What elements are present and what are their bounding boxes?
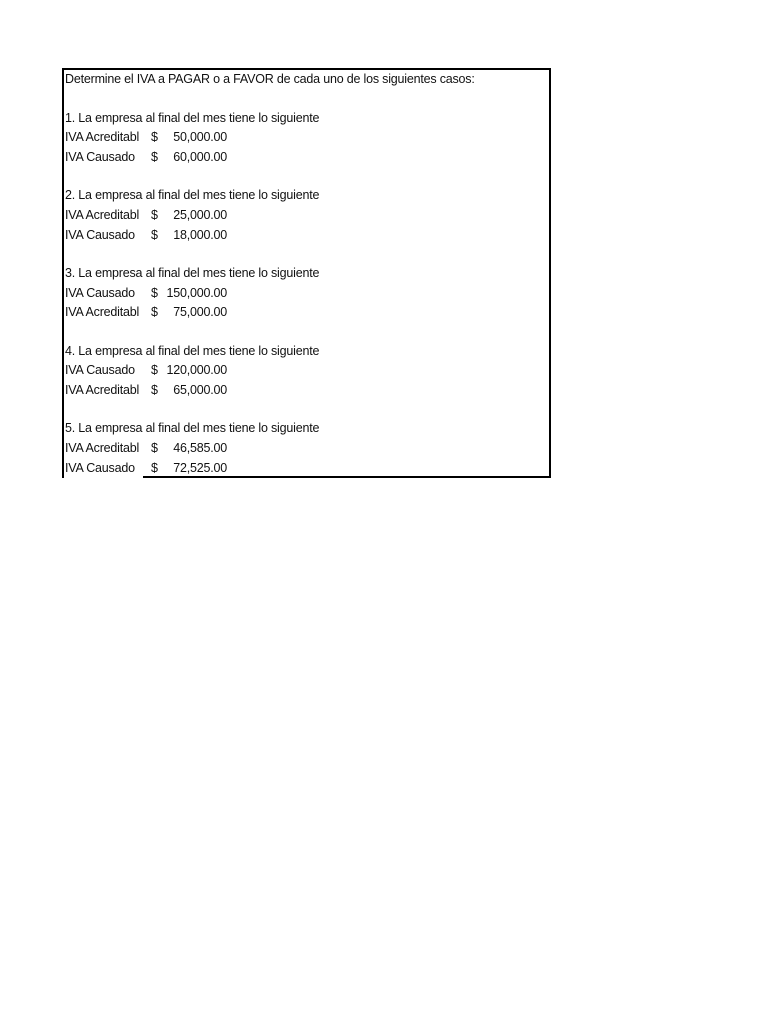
currency-symbol: $ bbox=[151, 150, 158, 164]
currency-symbol: $ bbox=[151, 383, 158, 397]
row-label: IVA Causado bbox=[65, 363, 135, 377]
row-label: IVA Causado bbox=[65, 461, 135, 475]
row-label: IVA Acreditabl bbox=[65, 305, 140, 319]
row-label: IVA Acreditabl bbox=[65, 383, 140, 397]
row-amount: 18,000.00 bbox=[173, 228, 227, 242]
row-label: IVA Causado bbox=[65, 150, 135, 164]
row-amount: 46,585.00 bbox=[173, 441, 227, 455]
currency-symbol: $ bbox=[151, 441, 158, 455]
currency-symbol: $ bbox=[151, 228, 158, 242]
case-3-heading: 3. La empresa al final del mes tiene lo siguiente bbox=[65, 266, 320, 280]
case-2-heading: 2. La empresa al final del mes tiene lo siguiente bbox=[65, 188, 320, 202]
row-label: IVA Acreditabl bbox=[65, 441, 140, 455]
case-5-heading: 5. La empresa al final del mes tiene lo siguiente bbox=[65, 421, 320, 435]
row-amount: 75,000.00 bbox=[173, 305, 227, 319]
currency-symbol: $ bbox=[151, 208, 158, 222]
row-label: IVA Acreditabl bbox=[65, 130, 140, 144]
exercise-title: Determine el IVA a PAGAR o a FAVOR de cada uno de los siguientes casos: bbox=[65, 72, 475, 86]
row-amount: 25,000.00 bbox=[173, 208, 227, 222]
exercise-box bbox=[62, 68, 551, 478]
bottom-border-rule bbox=[143, 476, 549, 478]
row-label: IVA Causado bbox=[65, 286, 135, 300]
row-amount: 50,000.00 bbox=[173, 130, 227, 144]
currency-symbol: $ bbox=[151, 286, 158, 300]
row-amount: 150,000.00 bbox=[166, 286, 227, 300]
case-1-heading: 1. La empresa al final del mes tiene lo siguiente bbox=[65, 111, 320, 125]
row-amount: 60,000.00 bbox=[173, 150, 227, 164]
currency-symbol: $ bbox=[151, 461, 158, 475]
currency-symbol: $ bbox=[151, 363, 158, 377]
row-label: IVA Causado bbox=[65, 228, 135, 242]
row-amount: 65,000.00 bbox=[173, 383, 227, 397]
currency-symbol: $ bbox=[151, 130, 158, 144]
case-4-heading: 4. La empresa al final del mes tiene lo siguiente bbox=[65, 344, 320, 358]
row-label: IVA Acreditabl bbox=[65, 208, 140, 222]
row-amount: 120,000.00 bbox=[166, 363, 227, 377]
currency-symbol: $ bbox=[151, 305, 158, 319]
row-amount: 72,525.00 bbox=[173, 461, 227, 475]
